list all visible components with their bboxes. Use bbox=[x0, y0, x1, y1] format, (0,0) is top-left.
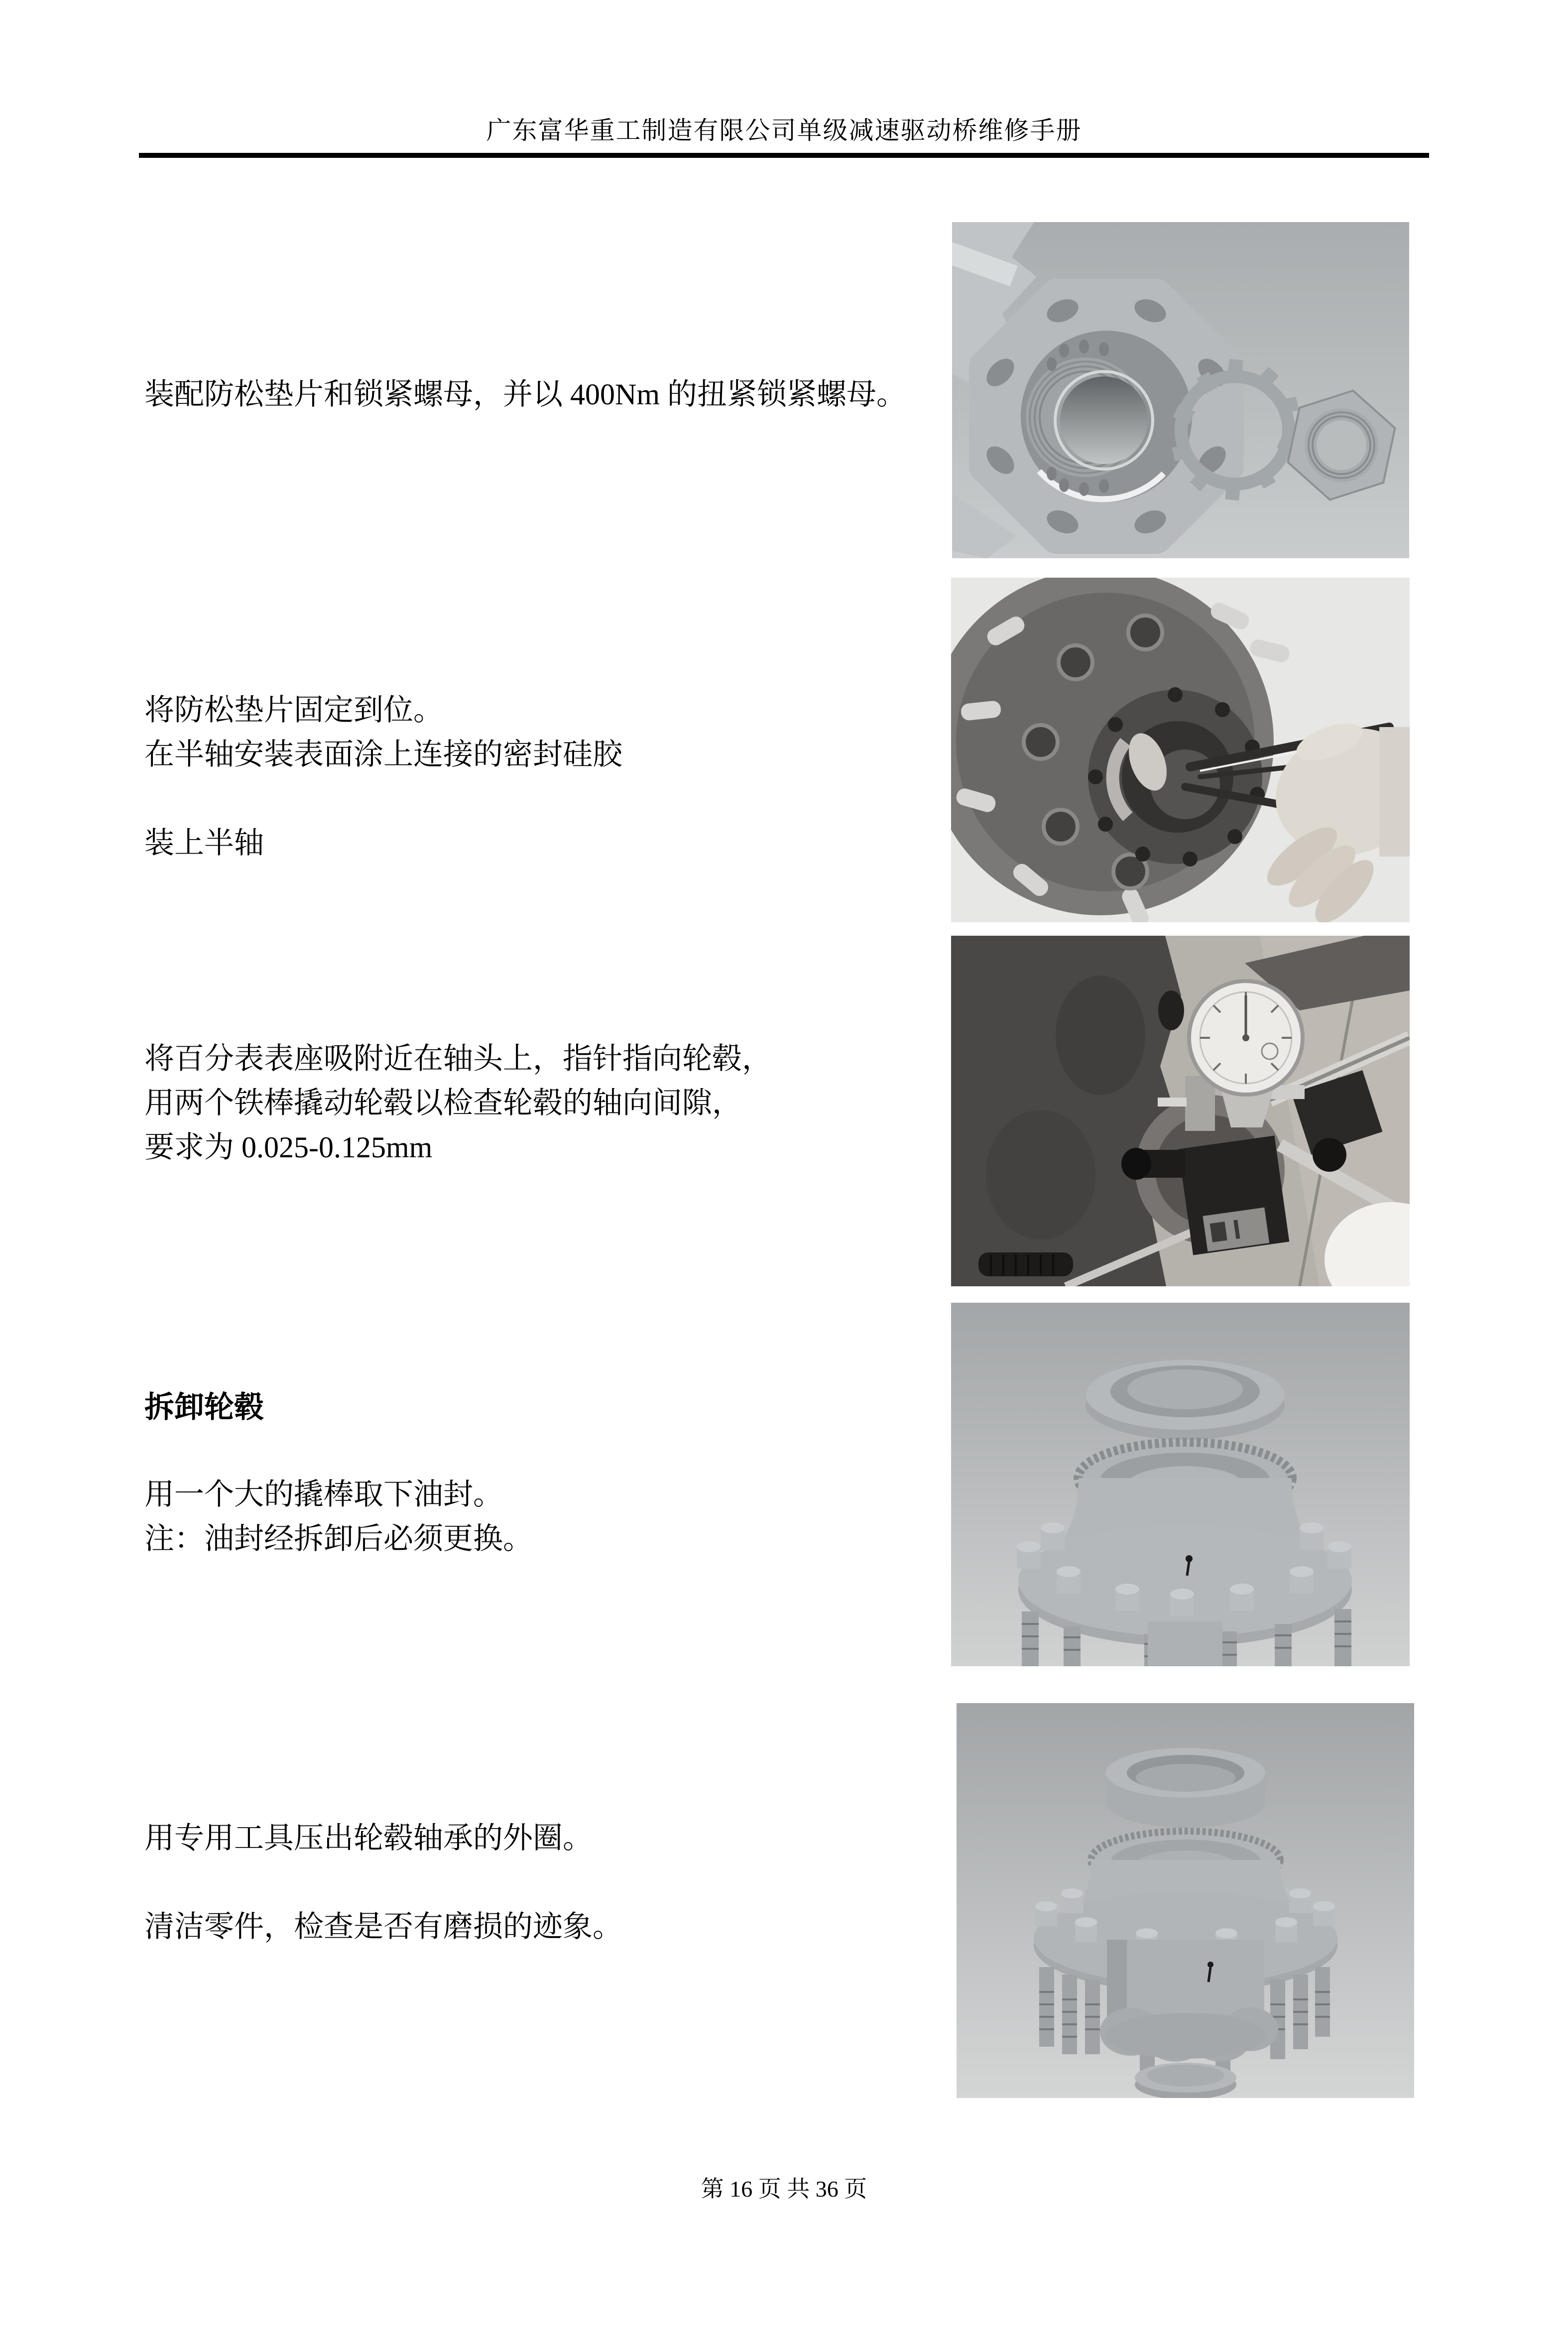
step-line: 注：油封经拆卸后必须更换。 bbox=[144, 1522, 533, 1555]
step-line: 用专用工具压出轮毂轴承的外圈。 bbox=[144, 1822, 593, 1854]
step-block-4 bbox=[144, 1473, 961, 1561]
hub-oil-seal-illustration bbox=[951, 1303, 1410, 1666]
figure-dial-indicator-photo bbox=[951, 936, 1410, 1286]
figure-hub-bearing-cups-render bbox=[957, 1703, 1414, 2098]
step-line: 用一个大的撬棒取下油封。 bbox=[144, 1478, 503, 1511]
hub-locknut-exploded-illustration bbox=[952, 222, 1409, 558]
bearing-cup-top bbox=[1106, 1748, 1265, 1828]
figure-hub-locknut-exploded-render bbox=[952, 222, 1409, 558]
figure-hub-oil-seal-render bbox=[951, 1303, 1410, 1666]
step-line: 将防松垫片固定到位。 bbox=[144, 694, 443, 727]
step-line: 装上半轴 bbox=[144, 827, 264, 860]
step-block-1 bbox=[144, 372, 961, 417]
hub-hand-illustration bbox=[951, 578, 1410, 922]
page-header-title: 广东富华重工制造有限公司单级减速驱动桥维修手册 bbox=[486, 117, 1082, 144]
blank-line bbox=[144, 777, 961, 821]
step-line: 清洁零件，检查是否有磨损的迹象。 bbox=[144, 1910, 622, 1943]
step-line: 装配防松垫片和锁紧螺母，并以 400Nm 的扭紧锁紧螺母。 bbox=[144, 378, 906, 411]
step-line: 在半轴安装表面涂上连接的密封硅胶 bbox=[144, 738, 622, 771]
bearing-cone-bottom bbox=[1135, 2063, 1236, 2098]
step-block-2 bbox=[144, 688, 961, 865]
page-footer: 第 16 页 共 36 页 bbox=[701, 2176, 867, 2202]
step-line: 将百分表表座吸附近在轴头上，指针指向轮毂， bbox=[144, 1042, 772, 1075]
figure-hub-hand-photo bbox=[951, 578, 1410, 922]
step-line: 用两个铁棒撬动轮毂以检查轮毂的轴向间隙， bbox=[144, 1087, 742, 1119]
dial-indicator-illustration bbox=[951, 936, 1410, 1286]
step-line: 要求为 0.025-0.125mm bbox=[144, 1131, 433, 1164]
step-block-5 bbox=[144, 1816, 961, 1949]
hub-bearing-cups-illustration bbox=[957, 1703, 1414, 2098]
section-heading-text: 拆卸轮毂 bbox=[144, 1391, 264, 1424]
step-block-3 bbox=[144, 1037, 961, 1170]
oil-seal-shape bbox=[1086, 1360, 1285, 1440]
section-heading-remove-hub bbox=[144, 1385, 961, 1430]
header-rule bbox=[139, 153, 1429, 158]
blank-line bbox=[144, 1860, 961, 1905]
